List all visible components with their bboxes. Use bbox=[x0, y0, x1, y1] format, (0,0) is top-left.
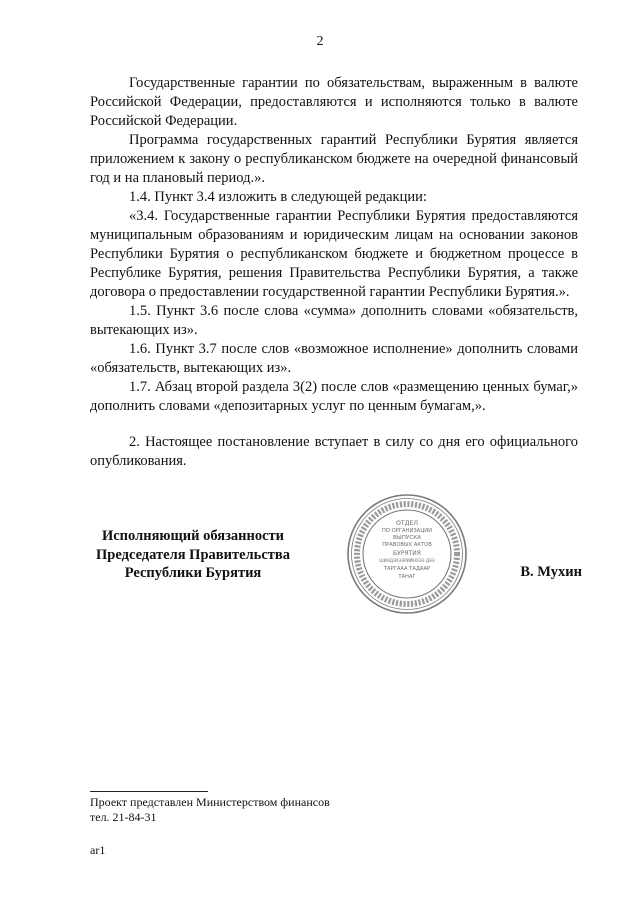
signatory-title bbox=[88, 527, 298, 583]
footnote bbox=[90, 795, 330, 825]
seal-center-line: ОТДЕЛ bbox=[395, 520, 419, 527]
page-number: 2 bbox=[316, 34, 324, 49]
footnote-divider bbox=[90, 791, 208, 792]
seal-center-line: ВЫПУСКА bbox=[392, 535, 422, 541]
seal-center-line: ТАНАГ bbox=[398, 574, 416, 580]
paragraph-item-1-6: 1.6. Пункт 3.7 после слов «возможное исполнение» дополнить словами «обязательств, вытекающих из». bbox=[90, 341, 578, 376]
document-body bbox=[90, 74, 578, 471]
paragraph-item-1-7: 1.7. Абзац второй раздела 3(2) после слов «размещению ценных бумаг,» дополнить словами «депозитарных услуг по ценным бумагам,». bbox=[90, 379, 578, 414]
paragraph-currency-guarantees: Государственные гарантии по обязательствам, выраженным в валюте Российской Федерации, предоставляются и исполняются только в валюте Российской Федерации. bbox=[90, 75, 578, 129]
paragraph-guarantee-program: Программа государственных гарантий Республики Бурятия является приложением к закону о республиканском бюджете на очередной финансовый год и на плановый период.». bbox=[90, 132, 578, 186]
signatory-title-line: Председателя Правительства bbox=[96, 546, 290, 563]
paragraph-item-3-4-text: «3.4. Государственные гарантии Республики Бурятия предоставляются муниципальным образованиям и юридическим лицам на основании законов Республики Бурятия о республиканском бюджете и бюджетном процессе в Республике Бурятия, решения Правительства Республики Бурятия, а также договора о предоставлении государственной гарантии Республики Бурятия.». bbox=[90, 208, 578, 300]
seal-center-line: ПО ОРГАНИЗАЦИИ bbox=[381, 528, 433, 534]
seal-center-line: ШИНДЭХЭЭРИЙНХЭЭ ДЭЭ bbox=[379, 558, 435, 563]
footnote-line: Проект представлен Министерством финансов bbox=[90, 795, 330, 809]
seal-stamp-graphic bbox=[345, 492, 469, 616]
document-code: ar1 bbox=[90, 843, 106, 857]
official-seal bbox=[345, 492, 469, 616]
signatory-title-line: Исполняющий обязанности bbox=[101, 528, 285, 544]
signer-name: В. Мухин bbox=[520, 564, 582, 580]
seal-center-line: ТАРГААА ТАДААР bbox=[383, 566, 431, 572]
seal-center-line: БУРЯТИЯ bbox=[393, 550, 421, 557]
paragraph-effective-date: 2. Настоящее постановление вступает в силу со дня его официального опубликования. bbox=[90, 434, 578, 469]
signatory-title-line: Республики Бурятия bbox=[124, 565, 262, 581]
paragraph-item-1-4: 1.4. Пункт 3.4 изложить в следующей редакции: bbox=[129, 189, 427, 205]
paragraph-item-1-5: 1.5. Пункт 3.6 после слова «сумма» дополнить словами «обязательств, вытекающих из». bbox=[90, 303, 578, 338]
footnote-line: тел. 21-84-31 bbox=[90, 810, 157, 824]
seal-center-line: ПРАВОВЫХ АКТОВ bbox=[382, 542, 432, 548]
